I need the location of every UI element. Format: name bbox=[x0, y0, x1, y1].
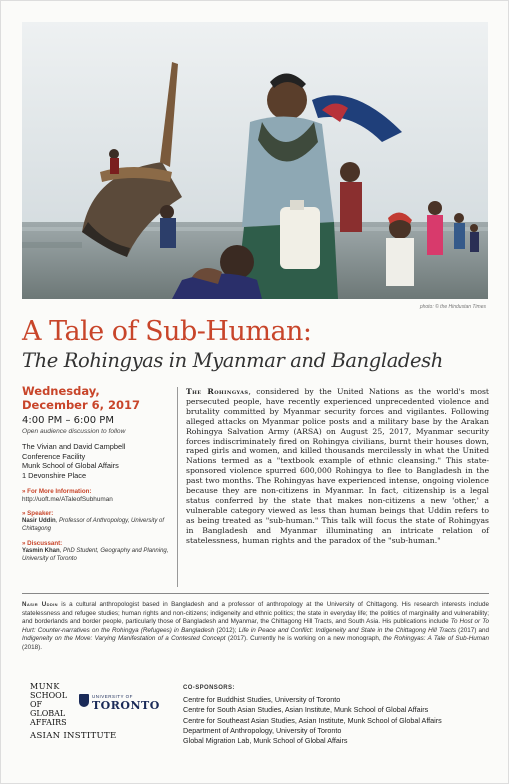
event-time: 4:00 PM – 6:00 PM bbox=[22, 415, 114, 426]
speaker-affiliation: , Professor of Anthropology, University of Chittagong bbox=[22, 518, 165, 532]
more-info-link[interactable]: http://uoft.me/ATaleofSubhuman bbox=[22, 496, 113, 503]
uoft-crest-icon bbox=[79, 694, 89, 707]
munk-logo-line: SCHOOL bbox=[30, 691, 68, 700]
sponsor-item: Department of Anthropology, University of Toronto bbox=[183, 725, 342, 735]
sponsor-item: Global Migration Lab, Munk School of Global Affairs bbox=[183, 736, 348, 746]
discussant-info bbox=[22, 547, 172, 563]
event-description bbox=[186, 387, 489, 546]
munk-logo-line: AFFAIRS bbox=[30, 718, 67, 727]
venue-line: Munk School of Global Affairs bbox=[22, 461, 119, 470]
uoft-logo-small: UNIVERSITY OF bbox=[92, 694, 133, 699]
bio-text: (2018). bbox=[22, 643, 42, 651]
munk-logo-line: OF bbox=[30, 700, 43, 709]
sponsor-logos bbox=[22, 682, 182, 762]
bio-text: (2017). Currently he is working on a new monograph, bbox=[225, 635, 383, 643]
column-divider bbox=[177, 387, 178, 587]
event-subtitle: The Rohingyas in Myanmar and Bangladesh bbox=[22, 349, 443, 372]
description-body: , considered by the United Nations as the world's most persecuted people, have recently experienced unprecedented violence and brutality committed by Myanmar security forces and vigilantes. Following alleged attacks on Myanmar police posts and a military base by the Arakan Rohingya Salvation Army (ARSA) on August 25, 2017, Myanmar security forces indiscriminately fired on Rohingya civilians, burnt their houses down, raped girls and women, and killed thousands mercilessly in what the United Nations termed as a "textbook example of ethnic cleansing." This state-sponsored violence spurred 600,000 Rohingya to flee to Bangladesh in the past two months. The Rohingyas have experienced intense, ongoing violence because they are non-citizens in Myanmar. In fact, citizenship is a legal status conferred by the state that makes non-citizens a new 'other,' a vulnerable category viewed as less than human beings that Uddin refers to as being treated as "sub-human." This talk will focus the state of Rohingyas in Bangladesh and Myanmar illuminating an intricate relation of statelessness, human rights and the paradox of the "sub-human." bbox=[186, 387, 489, 545]
speaker-bio bbox=[22, 601, 489, 653]
bio-text: is a cultural anthropologist based in Bangladesh and a professor of anthropology at the University of Chittagong. His research interests include statelessness and refugee studies; human rights and non-citizens; indigeneity and ethnic politics; the state in everyday life; the politics of marginality and vulnerability; and borderlands and border people, particularly those of Bangladesh and Myanmar, the Chittagong Hill Tracts, and South Asia. His publications include bbox=[22, 601, 489, 626]
discussant-name: Yasmin Khan bbox=[22, 548, 60, 554]
discussant-affiliation: , PhD Student, Geography and Planning, University of Toronto bbox=[22, 548, 169, 562]
photo-credit: photo: © the Hindustan Times bbox=[419, 304, 486, 310]
hero-photo bbox=[22, 22, 488, 299]
event-day: Wednesday, bbox=[22, 384, 100, 398]
munk-logo-line: GLOBAL bbox=[30, 709, 66, 718]
event-note: Open audience discussion to follow bbox=[22, 428, 126, 435]
bio-publication: Indigeneity on the Move: Varying Manifestation of a Contested Concept bbox=[22, 635, 226, 643]
description-lead: The Rohingyas bbox=[186, 387, 249, 396]
discussant-label: » Discussant: bbox=[22, 540, 63, 547]
event-details bbox=[22, 384, 172, 563]
venue-line: The Vivian and David Campbell bbox=[22, 442, 126, 451]
co-sponsors-heading: CO-SPONSORS: bbox=[183, 685, 235, 691]
asian-institute-logo: ASIAN INSTITUTE bbox=[30, 731, 117, 741]
bio-name: Nasir Uddin bbox=[22, 601, 58, 608]
sponsor-item: Centre for Southeast Asian Studies, Asian Institute, Munk School of Global Affairs bbox=[183, 715, 442, 725]
sponsor-item: Centre for South Asian Studies, Asian Institute, Munk School of Global Affairs bbox=[183, 705, 429, 715]
munk-school-logo bbox=[30, 682, 67, 727]
bio-publication: the Rohingyas: A Tale of Sub-Human bbox=[382, 635, 490, 643]
sponsor-item: Centre for Buddhist Studies, University of Toronto bbox=[183, 695, 341, 704]
event-venue bbox=[22, 442, 172, 480]
more-info-label: » For More Information: bbox=[22, 488, 92, 495]
venue-line: 1 Devonshire Place bbox=[22, 470, 87, 480]
event-date-full: December 6, 2017 bbox=[22, 398, 141, 412]
bio-publication: Life in Peace and Conflict: Indigeneity and State in the Chittagong Hill Tracts bbox=[238, 626, 456, 634]
co-sponsors bbox=[183, 685, 489, 746]
munk-logo-line: MUNK bbox=[30, 682, 60, 691]
section-divider bbox=[22, 593, 489, 594]
refugee-photo-illustration bbox=[22, 22, 488, 299]
bio-text: (2012); bbox=[214, 626, 239, 634]
speaker-label: » Speaker: bbox=[22, 510, 54, 517]
uoft-logo-wordmark: TORONTO bbox=[92, 699, 160, 712]
event-title: A Tale of Sub-Human: bbox=[22, 316, 312, 347]
bio-text: (2017) and bbox=[455, 626, 489, 634]
speaker-name: Nasir Uddin bbox=[22, 518, 56, 524]
event-date bbox=[22, 384, 172, 412]
speaker-info bbox=[22, 517, 172, 533]
bio-publication: To Host or To Hurt: Counter-narratives on the Rohingya (Refugees) in Bangladesh bbox=[22, 618, 489, 634]
venue-line: Conference Facility bbox=[22, 451, 86, 461]
